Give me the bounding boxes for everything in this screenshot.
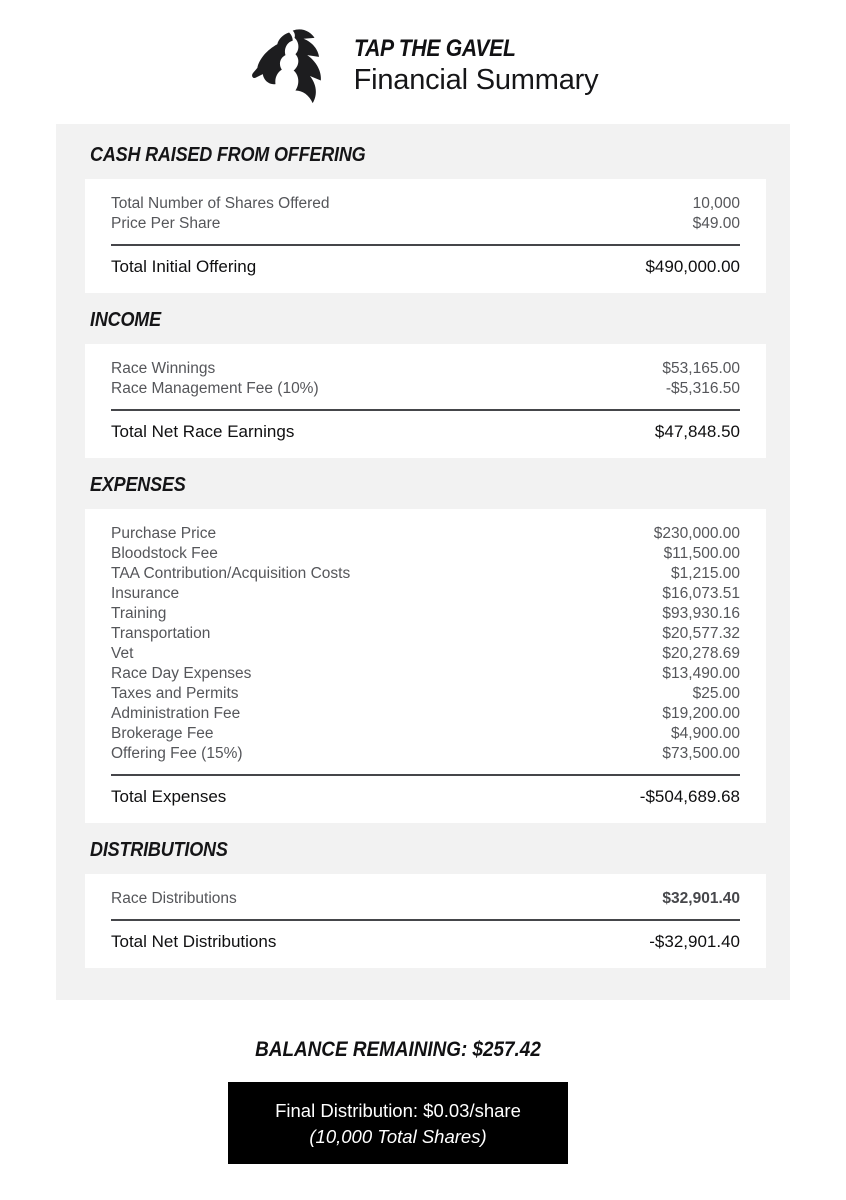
- line-item-value: $4,900.00: [671, 725, 740, 742]
- final-distribution-per-share: Final Distribution: $0.03/share: [275, 1099, 521, 1121]
- section-total-row: [111, 420, 740, 444]
- line-item-label: Purchase Price: [111, 525, 217, 542]
- page-title: Financial Summary: [353, 64, 599, 96]
- final-distribution-box: [228, 1082, 568, 1164]
- line-item-row: [111, 724, 740, 744]
- line-item-row: [111, 704, 740, 724]
- line-item-row: [111, 379, 740, 399]
- line-item-row: [111, 684, 740, 704]
- section-title-expenses: EXPENSES: [90, 474, 186, 496]
- section-card-income: [85, 344, 766, 458]
- document-footer: [228, 1038, 568, 1164]
- total-value: $490,000.00: [645, 257, 740, 276]
- line-item-label: Brokerage Fee: [111, 725, 214, 742]
- line-item-value: $16,073.51: [662, 585, 740, 602]
- line-item-row: [111, 664, 740, 684]
- line-item-value: -$5,316.50: [665, 380, 740, 397]
- line-item-row: [111, 544, 740, 564]
- section-card-distributions: [85, 874, 766, 968]
- line-item-value: $49.00: [692, 215, 740, 232]
- line-item-label: Vet: [111, 645, 134, 662]
- line-item-value: $20,278.69: [662, 645, 740, 662]
- line-item-label: Insurance: [111, 585, 180, 602]
- total-label: Total Initial Offering: [111, 257, 257, 276]
- total-divider: [111, 244, 740, 246]
- line-item-value: $13,490.00: [662, 665, 740, 682]
- line-item-label: Race Day Expenses: [111, 665, 252, 682]
- balance-remaining: BALANCE REMAINING: $257.42: [255, 1038, 541, 1061]
- line-item-row: [111, 624, 740, 644]
- line-item-value: $19,200.00: [662, 705, 740, 722]
- line-item-row: [111, 214, 740, 234]
- section-card-expenses: [85, 509, 766, 823]
- final-distribution-total-shares: (10,000 Total Shares): [309, 1125, 487, 1147]
- section-title-cash-raised: CASH RAISED FROM OFFERING: [90, 144, 366, 166]
- line-item-value: $93,930.16: [662, 605, 740, 622]
- total-value: -$504,689.68: [639, 787, 740, 806]
- total-value: -$32,901.40: [649, 932, 740, 951]
- section-total-row: [111, 255, 740, 279]
- line-item-value: $1,215.00: [671, 565, 740, 582]
- line-item-row: [111, 889, 740, 909]
- line-item-value: $53,165.00: [662, 360, 740, 377]
- line-item-value: $32,901.40: [662, 890, 740, 907]
- total-divider: [111, 774, 740, 776]
- line-item-label: Training: [111, 605, 167, 622]
- brand-title: TAP THE GAVEL: [353, 35, 516, 62]
- line-item-value: $73,500.00: [662, 745, 740, 762]
- line-item-label: TAA Contribution/Acquisition Costs: [111, 565, 351, 582]
- line-item-row: [111, 744, 740, 764]
- line-item-value: 10,000: [692, 195, 740, 212]
- total-label: Total Net Distributions: [111, 932, 277, 951]
- line-item-label: Race Distributions: [111, 890, 237, 907]
- summary-panel: [56, 124, 790, 1000]
- line-item-row: [111, 359, 740, 379]
- total-label: Total Expenses: [111, 787, 227, 806]
- line-item-label: Price Per Share: [111, 215, 221, 232]
- line-item-row: [111, 584, 740, 604]
- line-item-row: [111, 564, 740, 584]
- line-item-label: Total Number of Shares Offered: [111, 195, 330, 212]
- line-item-value: $25.00: [692, 685, 740, 702]
- line-item-label: Race Winnings: [111, 360, 216, 377]
- line-item-value: $11,500.00: [663, 545, 740, 562]
- section-total-row: [111, 785, 740, 809]
- line-item-value: $230,000.00: [653, 525, 740, 542]
- document-header: [0, 0, 846, 106]
- line-item-label: Taxes and Permits: [111, 685, 239, 702]
- line-item-label: Offering Fee (15%): [111, 745, 243, 762]
- total-label: Total Net Race Earnings: [111, 422, 295, 441]
- title-block: [354, 35, 599, 97]
- horse-head-icon: [248, 27, 332, 105]
- line-item-row: [111, 644, 740, 664]
- total-value: $47,848.50: [654, 422, 740, 441]
- line-item-row: [111, 604, 740, 624]
- total-divider: [111, 409, 740, 411]
- line-item-label: Transportation: [111, 625, 211, 642]
- section-title-income: INCOME: [90, 309, 161, 331]
- section-title-distributions: DISTRIBUTIONS: [90, 839, 228, 861]
- line-item-row: [111, 524, 740, 544]
- line-item-row: [111, 194, 740, 214]
- section-total-row: [111, 930, 740, 954]
- total-divider: [111, 919, 740, 921]
- line-item-label: Bloodstock Fee: [111, 545, 218, 562]
- line-item-label: Administration Fee: [111, 705, 241, 722]
- section-card-cash-raised: [85, 179, 766, 293]
- line-item-value: $20,577.32: [662, 625, 740, 642]
- line-item-label: Race Management Fee (10%): [111, 380, 319, 397]
